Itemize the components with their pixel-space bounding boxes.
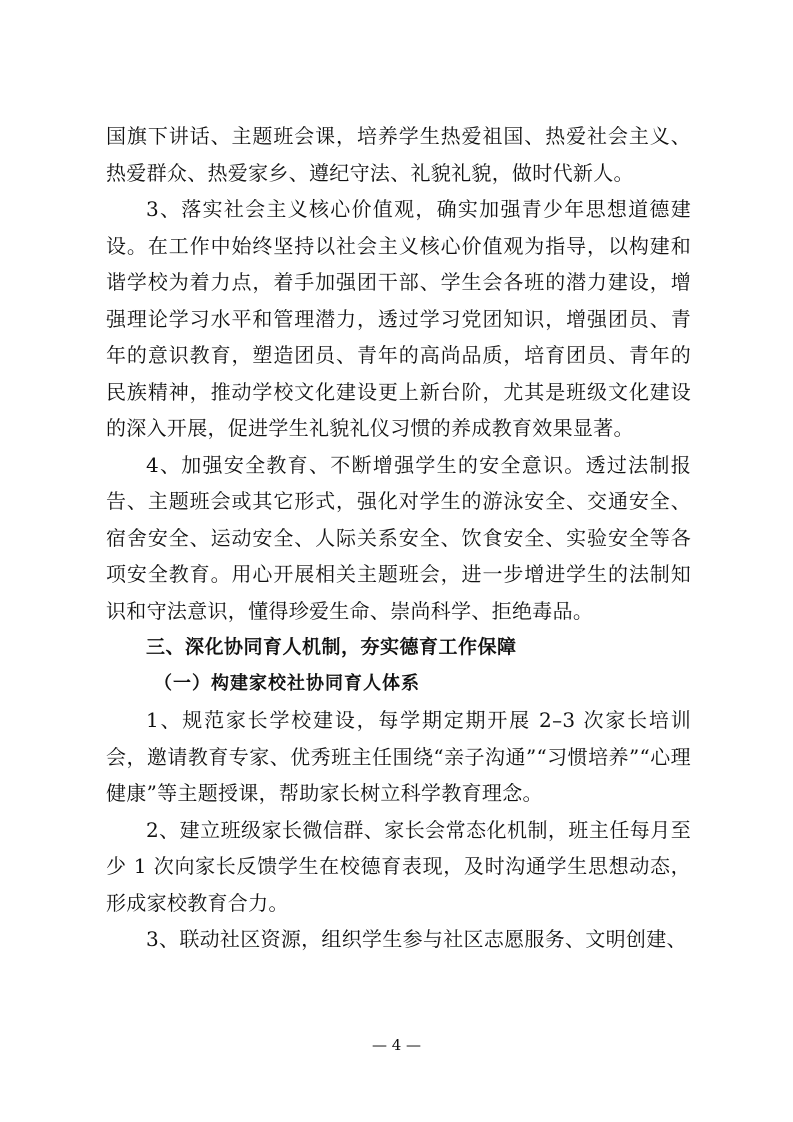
section-paragraph-3: 3、联动社区资源，组织学生参与社区志愿服务、文明创建、 <box>146 927 687 951</box>
section-heading: 三、深化协同育人机制，夯实德育工作保障 <box>146 636 517 658</box>
document-body <box>106 118 691 958</box>
paragraph-item-3: 3、落实社会主义核心价值观，确实加强青少年思想道德建设。在工作中始终坚持以社会主义核心价值观为指导，以构建和谐学校为着力点，着手加强团干部、学生会各班的潜力建设，增强理论学习水平和管理潜力，透过学习党团知识，增强团员、青年的意识教育，塑造团员、青年的高尚品质，培育团员、青年的民族精神，推动学校文化建设更上新台阶，尤其是班级文化建设的深入开展，促进学生礼貌礼仪习惯的养成教育效果显著。 <box>106 197 691 440</box>
paragraph-continuation: 国旗下讲话、主题班会课，培养学生热爱祖国、热爱社会主义、热爱群众、热爱家乡、遵纪守法、礼貌礼貌，做时代新人。 <box>106 124 691 185</box>
section-paragraph-2: 2、建立班级家长微信群、家长会常态化机制，班主任每月至少 1 次向家长反馈学生在校德育表现，及时沟通学生思想动态，形成家校教育合力。 <box>106 817 691 915</box>
section-paragraph-1: 1、规范家长学校建设，每学期定期开展 2–3 次家长培训会，邀请教育专家、优秀班主任围绕“亲子沟通”“习惯培养”“心理健康”等主题授课，帮助家长树立科学教育理念。 <box>106 708 691 805</box>
page-number: — 4 — <box>371 1036 422 1054</box>
paragraph-item-4: 4、加强安全教育、不断增强学生的安全意识。透过法制报告、主题班会或其它形式，强化对学生的游泳安全、交通安全、宿舍安全、运动安全、人际关系安全、饮食安全、实验安全等各项安全教育。用心开展相关主题班会，进一步增进学生的法制知识和守法意识，懂得珍爱生命、崇尚科学、拒绝毒品。 <box>106 452 691 623</box>
subsection-heading: （一）构建家校社协同育人体系 <box>154 672 420 694</box>
